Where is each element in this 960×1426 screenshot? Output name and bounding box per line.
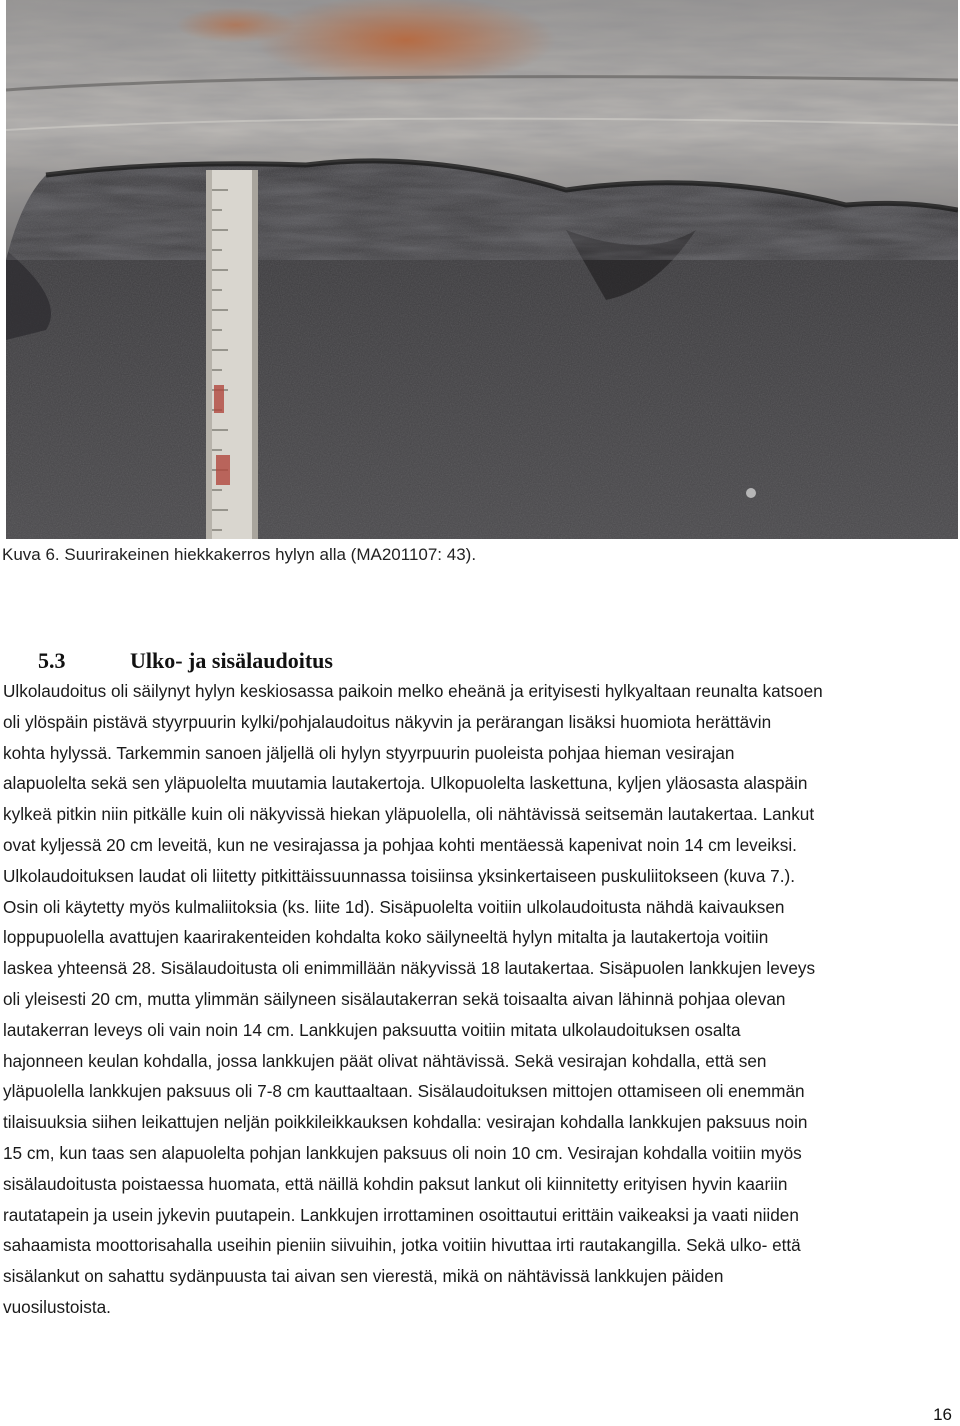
body-line: Ulkolaudoituksen laudat oli liitetty pitkittäissuunnassa toisiinsa yksinkertaiseen puskuliitokseen (kuva 7.). xyxy=(3,865,795,886)
body-line: vuosilustoista. xyxy=(3,1296,111,1317)
section-heading xyxy=(38,648,333,674)
body-line: oli yleisesti 20 cm, mutta ylimmän säilyneen sisälautakerran sekä toisaalta aivan lähinnä pohjaa olevan xyxy=(3,988,786,1009)
page-number: 16 xyxy=(933,1405,952,1424)
body-line: Ulkolaudoitus oli säilynyt hylyn keskiosassa paikoin melko eheänä ja erityisesti hylkyaltaan reunalta katsoen xyxy=(3,681,823,701)
figure-caption: Kuva 6. Suurirakeinen hiekkakerros hylyn alla (MA201107: 43). xyxy=(2,545,477,564)
body-line: sahaamista moottorisahalla useihin pieniin siivuihin, jotka voitiin hivuttaa irti rautakangilla. Sekä ulko- että xyxy=(3,1235,801,1256)
body-line: lautakerran leveys oli vain noin 14 cm. Lankkujen paksuutta voitiin mitata ulkolaudoituksen osalta xyxy=(3,1019,741,1040)
body-line: yläpuolella lankkujen paksuus oli 7-8 cm kauttaaltaan. Sisälaudoituksen mittojen ottamiseen oli enemmän xyxy=(3,1081,805,1102)
body-line: kylkeä pitkin niin pitkälle kuin oli näkyvissä hiekan yläpuolella, oli nähtävissä seitsemän lautakertaa. Lankut xyxy=(3,804,815,825)
figure-photo xyxy=(6,0,958,539)
sand-under-wreck-photo xyxy=(6,0,958,539)
body-line: Osin oli käytetty myös kulmaliitoksia (ks. liite 1d). Sisäpuolelta voitiin ulkolaudoitusta nähdä kaivauksen xyxy=(3,896,785,917)
body-line: sisälaudoitusta poistaessa huomata, että näillä kohdin paksut lankut oli kiinnitetty erityisen hyvin kaariin xyxy=(3,1173,788,1194)
body-line: loppupuolella avattujen kaarirakenteiden kohdalta koko säilyneeltä hylyn mitalta ja lautakertoja voitiin xyxy=(3,927,769,948)
ruler xyxy=(206,170,258,539)
body-line: kohta hylyssä. Tarkemmin sanoen jäljellä oli hylyn styyrpuurin puoleista pohjaa hieman vesirajan xyxy=(3,742,735,763)
body-line: rautatapein ja usein jykevin puutapein. Lankkujen irrottaminen osoittautui erittäin vaikeaksi ja vaati niiden xyxy=(3,1204,799,1225)
section-title: Ulko- ja sisälaudoitus xyxy=(130,648,333,673)
body-paragraph xyxy=(3,676,951,1323)
section-number: 5.3 xyxy=(38,648,66,673)
body-line: sisälankut on sahattu sydänpuusta tai aivan sen vierestä, mikä on nähtävissä lankkujen päiden xyxy=(3,1266,724,1287)
body-line: laskea yhteensä 28. Sisälaudoitusta oli enimmillään näkyvissä 18 lautakertaa. Sisäpuolen lankkujen leveys xyxy=(3,958,816,979)
body-line: oli ylöspäin pistävä styyrpuurin kylki/pohjalaudoitus näkyvin ja perärangan lisäksi huomiota herättävin xyxy=(3,711,772,732)
body-line: alapuolelta sekä sen yläpuolelta muutamia lautakertoja. Ulkopuolelta laskettuna, kyljen yläosasta alaspäin xyxy=(3,773,808,794)
body-line: tilaisuuksia siihen leikattujen neljän poikkileikkauksen kohdalla: vesirajan kohdalla lankkujen paksuus noin xyxy=(3,1112,808,1133)
body-line: ovat kyljessä 20 cm leveitä, kun ne vesirajassa ja pohjaa kohti mentäessä kapenivat noin 14 cm leveiksi. xyxy=(3,834,797,855)
body-line: 15 cm, kun taas sen alapuolelta pohjan lankkujen paksuus oli noin 10 cm. Vesirajan kohdalla voitiin myös xyxy=(3,1142,802,1163)
body-line: hajonneen keulan kohdalla, jossa lankkujen päät olivat nähtävissä. Sekä vesirajan kohdalla, että sen xyxy=(3,1050,767,1071)
